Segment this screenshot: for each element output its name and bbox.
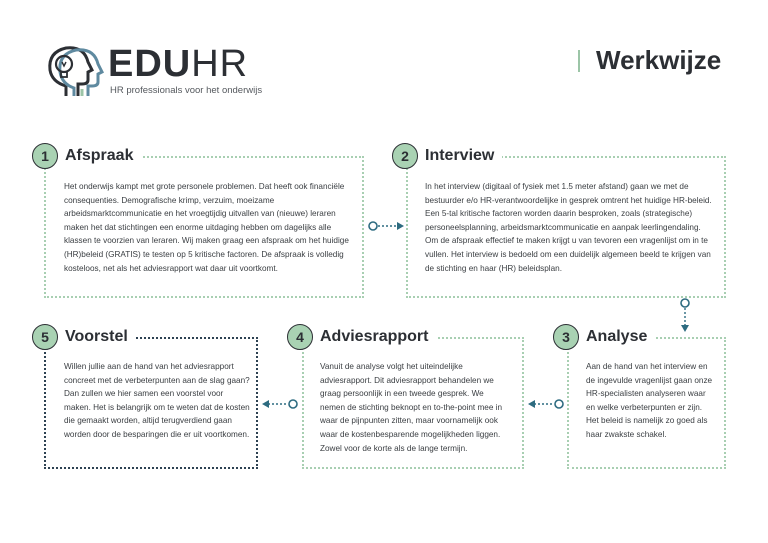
step-5-text: Willen jullie aan de hand van het adviesrapport concreet met de verbeterpunten aan de slag gaan? Dan zullen we hier samen een voorstel voor maken. Het is belangrijk om te weten dat de kosten die gemaakt worden, altijd terugverdiend gaan worden door de besparingen die er uit voortkomen. xyxy=(64,362,250,439)
arrow-left-icon xyxy=(526,398,566,410)
arrow-right-icon xyxy=(366,220,406,232)
title-divider xyxy=(578,50,580,72)
step-title: Voorstel xyxy=(65,328,128,345)
step-number-badge: 3 xyxy=(553,324,579,350)
step-title: Adviesrapport xyxy=(320,328,429,345)
arrow-left-icon xyxy=(260,398,300,410)
arrow-down-icon xyxy=(679,296,691,334)
step-number-badge: 2 xyxy=(392,143,418,169)
step-title: Afspraak xyxy=(65,147,134,164)
step-3-header xyxy=(553,324,655,350)
step-3-text: Aan de hand van het interview en de ingevulde vragenlijst gaan onze HR-specialisten analyseren waar en welke verbeterpunten er zijn. Het beleid is namelijk zo goed als haar zwakste schakel. xyxy=(586,362,713,439)
logo-wordmark: EDUHR xyxy=(108,43,249,85)
step-1-header xyxy=(32,143,141,169)
step-2-header xyxy=(392,143,502,169)
eduhr-logo xyxy=(36,42,263,102)
step-1-text: Het onderwijs kampt met grote personele problemen. Dat heeft ook financiële consequenties. Demografische krimp, verzuim, moeizame arbeidsmarktcommunicatie en het vroegtijdig uitvallen van (nieuwe) leraren maken het dat stichtingen een enorme uitdaging hebben om dagelijks alle klassen te voorzien van leraren. Wij maken graag een afspraak om het huidige (HR)beleid (GRATIS) te testen op 5 kritische factoren. De afspraak is volledig kosteloos, net als het adviesrapport wat daar uit voortkomt. xyxy=(64,182,349,273)
step-number-badge: 1 xyxy=(32,143,58,169)
logo-tagline: HR professionals voor het onderwijs xyxy=(110,85,263,96)
step-2-text: In het interview (digitaal of fysiek met 1.5 meter afstand) gaan we met de bestuurder e/o HR-verantwoordelijke in gesprek omtrent het huidige HR-beleid. Een 5-tal kritische factoren worden daarin besproken, zoals (strategische) personeelsplanning, arbeidsmarktcommunicatie en aanpak leerlingendaling. Om de afspraak effectief te maken krijgt u van tevoren een vragenlijst om in te vullen. Het interview is bedoeld om een duidelijk algemeen beeld te krijgen van de stichting en haar (HR) beleidsplan. xyxy=(425,182,712,273)
step-4-text: Vanuit de analyse volgt het uiteindelijke adviesrapport. Dit adviesrapport behandelen we graag persoonlijk in een tweede gesprek. We nemen de stichting beknopt en to-the-point mee in waar de pijnpunten zitten, maar voornamelijk ook waar de kostenbesparende mogelijkheden liggen. Zowel voor de korte als de lange termijn. xyxy=(320,362,503,453)
step-title: Analyse xyxy=(586,328,648,345)
step-4-header xyxy=(287,324,436,350)
step-5-header xyxy=(32,324,136,350)
step-number-badge: 4 xyxy=(287,324,313,350)
page-title: Werkwijze xyxy=(596,45,722,75)
head-lightbulb-icon xyxy=(36,42,104,100)
step-title: Interview xyxy=(425,147,495,164)
step-number-badge: 5 xyxy=(32,324,58,350)
